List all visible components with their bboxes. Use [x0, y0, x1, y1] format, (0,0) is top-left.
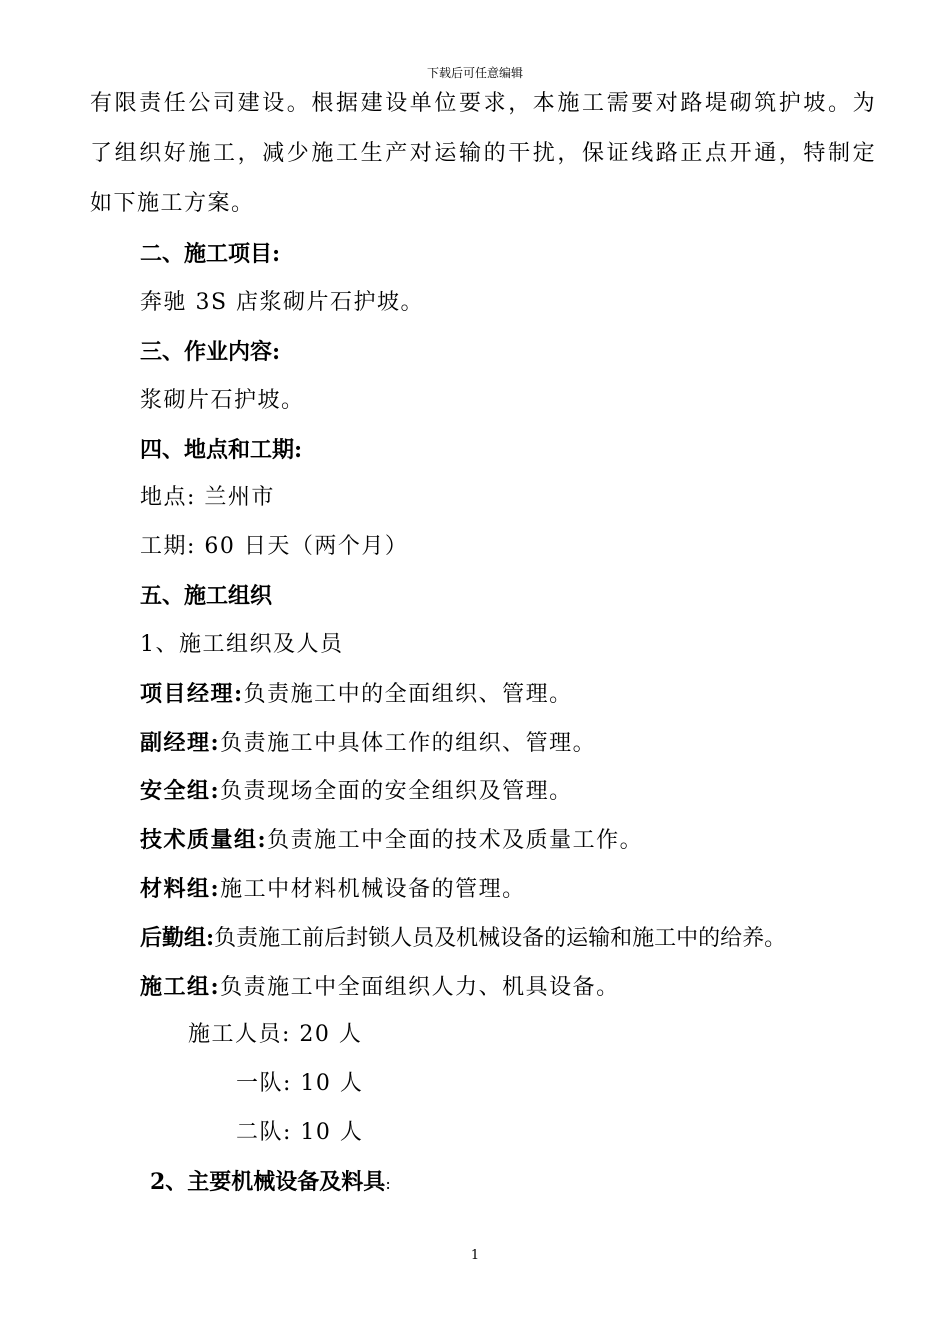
team-one: 一队: 10 人	[236, 1071, 364, 1096]
role-label: 施工组:	[140, 974, 221, 1000]
role-label: 副经理:	[140, 730, 221, 756]
role-line	[140, 730, 596, 757]
role-line	[140, 778, 573, 805]
subsection-equipment	[150, 1169, 391, 1197]
role-line	[140, 681, 573, 708]
role-label: 项目经理:	[140, 681, 244, 707]
subsection-equipment-colon: :	[385, 1174, 391, 1193]
intro-line-2: 了组织好施工，减少施工生产对运输的干扰，保证线路正点开通，特制定	[90, 141, 878, 166]
role-label: 后勤组:	[140, 925, 215, 951]
section-title-content: 三、作业内容:	[140, 339, 281, 365]
subsection-staff: 1、施工组织及人员	[140, 632, 344, 657]
content-text: 浆砌片石护坡。	[140, 388, 305, 413]
page-header: 下载后可任意编辑	[426, 66, 523, 80]
staff-total: 施工人员: 20 人	[188, 1022, 363, 1047]
section-title-organization: 五、施工组织	[140, 583, 273, 609]
section-title-project: 二、施工项目:	[140, 241, 281, 267]
role-line	[140, 827, 643, 854]
role-line	[140, 974, 620, 1001]
place-text: 地点: 兰州市	[140, 485, 275, 510]
role-text: 负责现场全面的安全组织及管理。	[220, 779, 573, 804]
role-text: 负责施工中全面组织人力、机具设备。	[220, 975, 620, 1000]
period-text: 工期: 60 日天（两个月）	[140, 534, 409, 559]
intro-line-1: 有限责任公司建设。根据建设单位要求，本施工需要对路堤砌筑护坡。为	[90, 91, 878, 116]
page-number: 1	[470, 1248, 480, 1263]
role-label: 安全组:	[140, 778, 221, 804]
role-label: 技术质量组:	[140, 827, 268, 853]
project-text: 奔驰 3S 店浆砌片石护坡。	[140, 290, 425, 315]
role-line	[140, 876, 526, 903]
role-text: 施工中材料机械设备的管理。	[220, 877, 526, 902]
role-text: 负责施工中的全面组织、管理。	[243, 682, 573, 707]
role-line	[140, 925, 786, 952]
role-text: 负责施工中具体工作的组织、管理。	[220, 731, 597, 756]
role-text: 负责施工中全面的技术及质量工作。	[267, 828, 644, 853]
section-title-place-period: 四、地点和工期:	[140, 437, 303, 463]
team-two: 二队: 10 人	[236, 1120, 364, 1145]
subsection-equipment-title: 2、主要机械设备及料具	[150, 1169, 386, 1195]
role-label: 材料组:	[140, 876, 221, 902]
role-text: 负责施工前后封锁人员及机械设备的运输和施工中的给养。	[214, 926, 787, 951]
intro-line-3: 如下施工方案。	[90, 191, 255, 216]
